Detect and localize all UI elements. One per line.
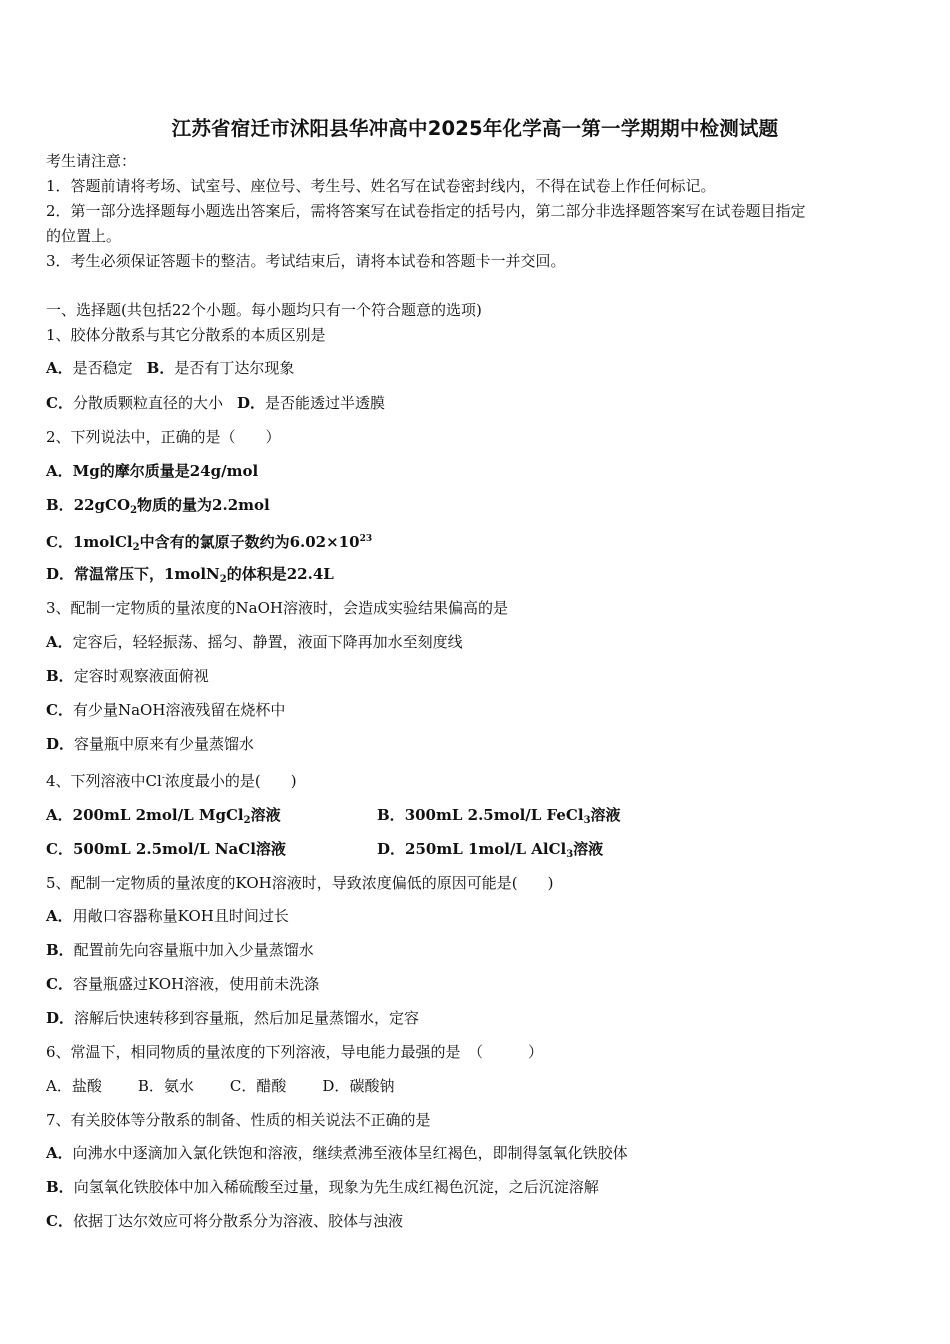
question-2-option-d	[46, 564, 334, 590]
question-7-option-b	[46, 1177, 599, 1197]
option-label: B．	[46, 941, 74, 959]
option-label: D．	[377, 840, 406, 858]
option-label: B．	[137, 1077, 164, 1095]
option-label: D．	[46, 565, 75, 583]
superscript: 23	[359, 534, 373, 544]
option-b-part: 溶液	[590, 806, 621, 824]
option-label: C．	[46, 840, 73, 858]
option-d: 溶解后快速转移到容量瓶，然后加足量蒸馏水，定容	[74, 1009, 420, 1027]
option-b-part: 22gCO	[73, 496, 131, 514]
option-b-part: 物质的量为2.2mol	[137, 496, 270, 514]
subscript: 2	[219, 574, 227, 585]
superscript: -	[161, 773, 165, 783]
option-label: B．	[377, 806, 405, 824]
option-label: A．	[46, 907, 73, 925]
stem-part: 4、下列溶液中Cl	[46, 772, 162, 790]
option-b: 是否有丁达尔现象	[174, 359, 295, 377]
question-7-option-a	[46, 1143, 628, 1163]
option-d-part: 的体积是22.4L	[226, 565, 334, 583]
question-3-option-b	[46, 666, 209, 686]
question-6-options	[46, 1076, 394, 1096]
option-c: 依据丁达尔效应可将分散系分为溶液、胶体与浊液	[72, 1212, 403, 1230]
option-label: D．	[322, 1077, 350, 1095]
option-a: 用敞口容器称量KOH且时间过长	[72, 907, 289, 925]
option-c-part: 中含有的氯原子数约为6.02×10	[139, 533, 360, 551]
option-label: C．	[46, 394, 73, 412]
option-c: 分散质颗粒直径的大小	[72, 394, 223, 412]
notice-item-1: 1．答题前请将考场、试室号、座位号、考生号、姓名写在试卷密封线内，不得在试卷上作任何标记。	[46, 177, 716, 195]
option-label: D．	[236, 394, 265, 412]
question-5-option-a	[46, 906, 289, 926]
page-title: 江苏省宿迁市沭阳县华冲高中2025年化学高一第一学期期中检测试题	[171, 117, 779, 140]
question-2-option-a	[46, 461, 258, 481]
option-c: 醋酸	[256, 1077, 287, 1095]
option-label: C．	[46, 975, 73, 993]
option-label: B．	[46, 667, 74, 685]
option-label: C．	[46, 533, 73, 551]
subscript: 2	[132, 542, 140, 553]
option-label: C．	[229, 1077, 257, 1095]
question-2-stem: 2、下列说法中，正确的是（ ）	[46, 428, 281, 446]
question-7-option-c	[46, 1211, 403, 1231]
option-a: 定容后，轻轻振荡、摇匀、静置，液面下降再加水至刻度线	[72, 633, 463, 651]
option-d-part: 250mL 1mol/L AlCl	[405, 840, 567, 858]
option-label: B．	[46, 496, 74, 514]
subscript: 3	[583, 815, 591, 826]
option-b: 配置前先向容量瓶中加入少量蒸馏水	[73, 941, 314, 959]
option-d: 容量瓶中原来有少量蒸馏水	[74, 735, 255, 753]
question-2-option-b	[46, 495, 270, 521]
option-d: 是否能透过半透膜	[264, 394, 385, 412]
question-5-option-c	[46, 974, 319, 994]
notice-item-3: 3．考生必须保证答题卡的整洁。考试结束后，请将本试卷和答题卡一并交回。	[46, 252, 566, 270]
option-b: 向氢氧化铁胶体中加入稀硫酸至过量，现象为先生成红褐色沉淀，之后沉淀溶解	[73, 1178, 599, 1196]
question-1-stem: 1、胶体分散系与其它分散系的本质区别是	[46, 326, 326, 344]
question-5-option-b	[46, 940, 314, 960]
option-c-part: 1molCl	[72, 533, 133, 551]
option-label: A．	[46, 806, 73, 824]
option-a-part: 200mL 2mol/L MgCl	[72, 806, 244, 824]
stem-part: 浓度最小的是( )	[164, 772, 297, 790]
option-d-part: 常温常压下，1molN	[74, 565, 220, 583]
option-a: 向沸水中逐滴加入氯化铁饱和溶液，继续煮沸至液体呈红褐色，即制得氢氧化铁胶体	[72, 1144, 628, 1162]
question-2-option-c	[46, 529, 372, 558]
option-b: 氨水	[163, 1077, 194, 1095]
question-4-stem	[46, 768, 297, 791]
option-a: 是否稳定	[72, 359, 133, 377]
notice-item-2-cont: 的位置上。	[46, 227, 122, 245]
option-c: 容量瓶盛过KOH溶液，使用前未洗涤	[72, 975, 320, 993]
option-label: B．	[46, 1178, 74, 1196]
option-label: D．	[46, 735, 75, 753]
notice-heading: 考生请注意：	[46, 152, 137, 170]
option-label: D．	[46, 1009, 75, 1027]
option-label: A．	[46, 1144, 73, 1162]
option-label: A．	[46, 359, 73, 377]
question-7-stem: 7、有关胶体等分散系的制备、性质的相关说法不正确的是	[46, 1111, 431, 1129]
subscript: 2	[130, 505, 138, 516]
option-b-part: 300mL 2.5mol/L FeCl	[404, 806, 584, 824]
question-1-options-cd	[46, 393, 385, 413]
section-heading: 一、选择题(共包括22个小题。每小题均只有一个符合题意的选项)	[46, 301, 482, 319]
option-label: A．	[46, 633, 73, 651]
question-5-stem: 5、配制一定物质的量浓度的KOH溶液时，导致浓度偏低的原因可能是( )	[46, 874, 554, 892]
subscript: 3	[566, 849, 574, 860]
subscript: 2	[243, 815, 251, 826]
option-label: C．	[46, 701, 73, 719]
option-label: C．	[46, 1212, 73, 1230]
option-d: 碳酸钠	[349, 1077, 395, 1095]
question-3-option-c	[46, 700, 285, 720]
notice-item-2: 2．第一部分选择题每小题选出答案后，需将答案写在试卷指定的括号内，第二部分非选择题答案写在试卷题目指定	[46, 202, 806, 220]
option-a-part: 溶液	[250, 806, 281, 824]
option-c: 500mL 2.5mol/L NaCl溶液	[72, 840, 286, 858]
question-5-option-d	[46, 1008, 419, 1028]
option-d-part: 溶液	[573, 840, 604, 858]
option-a: Mg的摩尔质量是24g/mol	[72, 462, 259, 480]
question-3-stem: 3、配制一定物质的量浓度的NaOH溶液时，会造成实验结果偏高的是	[46, 599, 508, 617]
question-1-options-ab	[46, 358, 294, 378]
option-a: 盐酸	[71, 1077, 102, 1095]
option-label: A．	[46, 462, 73, 480]
option-label: A．	[46, 1077, 72, 1095]
option-b: 定容时观察液面俯视	[73, 667, 209, 685]
question-6-stem: 6、常温下，相同物质的量浓度的下列溶液，导电能力最强的是 （ ）	[46, 1043, 544, 1061]
question-4-options-cd	[46, 839, 746, 859]
question-3-option-a	[46, 632, 463, 652]
question-3-option-d	[46, 734, 254, 754]
question-4-options-ab	[46, 805, 746, 831]
option-label: B．	[146, 359, 175, 377]
option-c: 有少量NaOH溶液残留在烧杯中	[72, 701, 286, 719]
